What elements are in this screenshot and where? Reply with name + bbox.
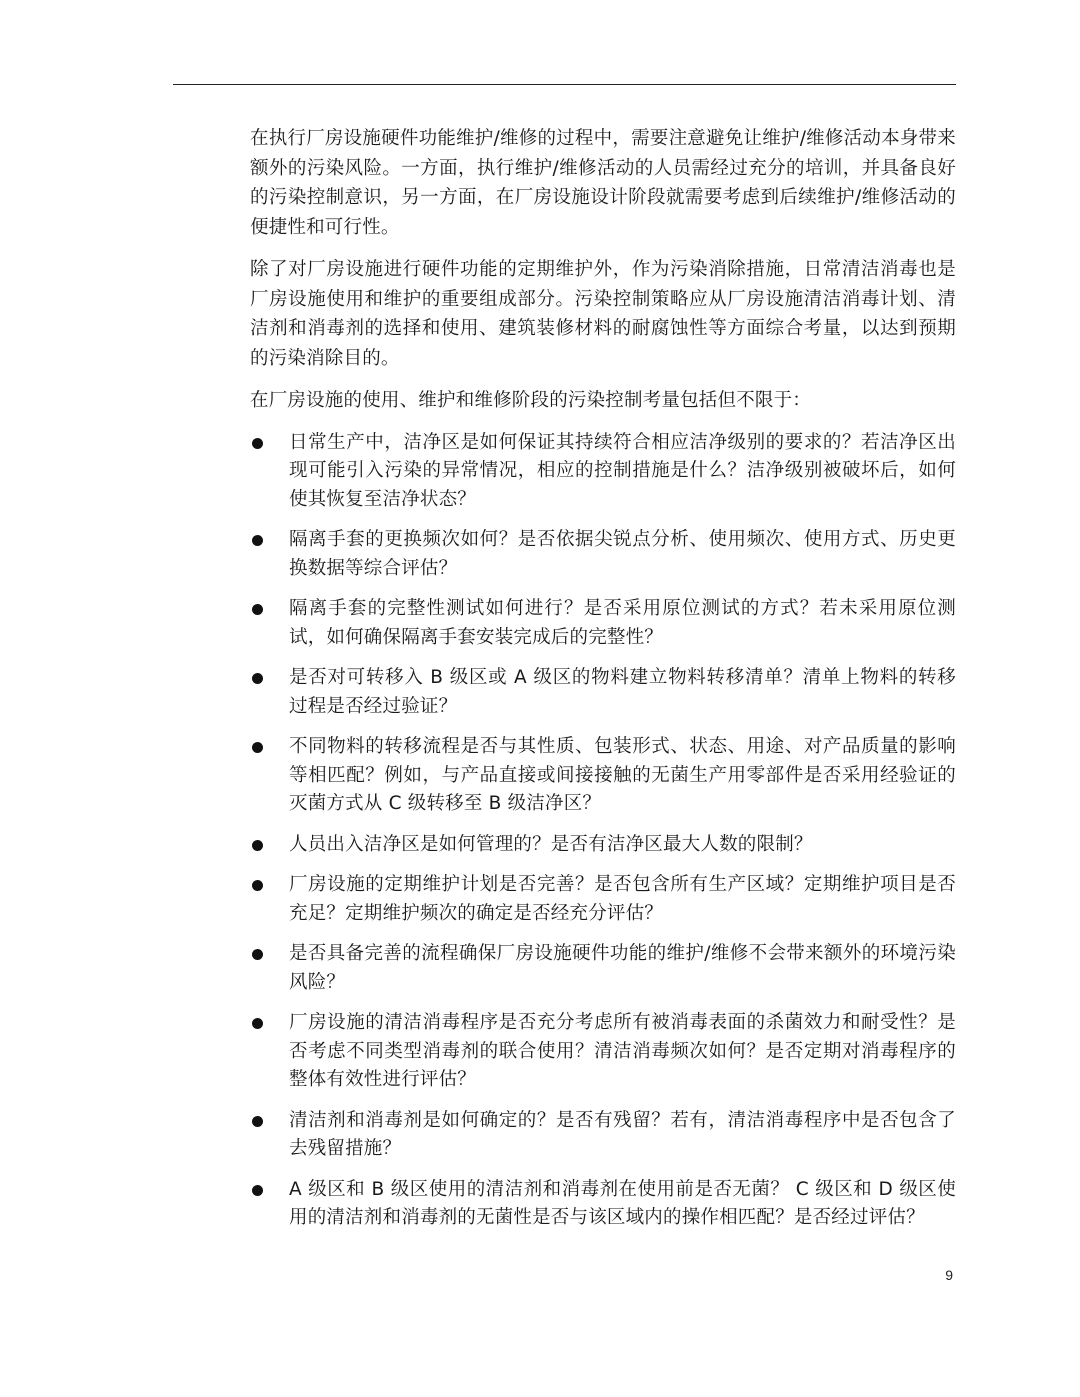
bullet-icon — [252, 535, 263, 546]
list-item-text: 厂房设施的定期维护计划是否完善？是否包含所有生产区域？定期维护项目是否充足？定期维护频次的确定是否经充分评估？ — [289, 874, 956, 924]
paragraph-considerations-intro: 在厂房设施的使用、维护和维修阶段的污染控制考量包括但不限于： — [250, 390, 812, 411]
bullet-icon — [252, 880, 263, 891]
page-number: 9 — [945, 1267, 953, 1283]
bullet-icon — [252, 1018, 263, 1029]
list-item-text: 是否具备完善的流程确保厂房设施硬件功能的维护/维修不会带来额外的环境污染风险？ — [289, 943, 956, 993]
paragraph-cleaning-disinfection: 除了对厂房设施进行硬件功能的定期维护外，作为污染消除措施，日常清洁消毒也是厂房设施使用和维护的重要组成部分。污染控制策略应从厂房设施清洁消毒计划、清洁剂和消毒剂的选择和使用、建筑装修材料的耐腐蚀性等方面综合考量，以达到预期的污染消除目的。 — [250, 259, 956, 369]
list-item — [250, 733, 956, 819]
list-item-text: 不同物料的转移流程是否与其性质、包装形式、状态、用途、对产品质量的影响等相匹配？例如，与产品直接或间接接触的无菌生产用零部件是否采用经验证的灭菌方式从 C 级转移至 B 级洁净区？ — [289, 736, 956, 814]
header-rule — [173, 84, 956, 85]
list-item-text: 日常生产中，洁净区是如何保证其持续符合相应洁净级别的要求的？若洁净区出现可能引入污染的异常情况，相应的控制措施是什么？洁净级别被破坏后，如何使其恢复至洁净状态？ — [289, 431, 956, 510]
page-body — [250, 124, 956, 1245]
list-item-text: 清洁剂和消毒剂是如何确定的？是否有残留？若有，清洁消毒程序中是否包含了去残留措施？ — [289, 1109, 956, 1159]
considerations-list — [250, 429, 956, 1233]
bullet-icon — [252, 604, 263, 615]
bullet-icon — [252, 438, 263, 449]
list-item — [250, 1107, 956, 1164]
list-item — [250, 1176, 956, 1233]
paragraph-maintenance-risk: 在执行厂房设施硬件功能维护/维修的过程中，需要注意避免让维护/维修活动本身带来额外的污染风险。一方面，执行维护/维修活动的人员需经过充分的培训，并具备良好的污染控制意识，另一方面，在厂房设施设计阶段就需要考虑到后续维护/维修活动的便捷性和可行性。 — [250, 128, 956, 238]
list-item-text: A 级区和 B 级区使用的清洁剂和消毒剂在使用前是否无菌？ C 级区和 D 级区使用的清洁剂和消毒剂的无菌性是否与该区域内的操作相匹配？是否经过评估？ — [289, 1178, 956, 1228]
list-item-text: 厂房设施的清洁消毒程序是否充分考虑所有被消毒表面的杀菌效力和耐受性？是否考虑不同类型消毒剂的联合使用？清洁消毒频次如何？是否定期对消毒程序的整体有效性进行评估？ — [289, 1012, 956, 1090]
list-item — [250, 831, 956, 860]
list-item — [250, 1009, 956, 1095]
list-item — [250, 871, 956, 928]
bullet-icon — [252, 673, 263, 684]
list-item-text: 隔离手套的更换频次如何？是否依据尖锐点分析、使用频次、使用方式、历史更换数据等综合评估？ — [289, 529, 956, 579]
list-item-text: 是否对可转移入 B 级区或 A 级区的物料建立物料转移清单？清单上物料的转移过程是否经过验证？ — [289, 667, 956, 717]
bullet-icon — [252, 840, 263, 851]
bullet-icon — [252, 1116, 263, 1127]
list-item-text: 人员出入洁净区是如何管理的？是否有洁净区最大人数的限制？ — [289, 833, 813, 855]
bullet-icon — [252, 1185, 263, 1196]
list-item — [250, 940, 956, 997]
list-item — [250, 595, 956, 652]
list-item — [250, 526, 956, 583]
list-item-text: 隔离手套的完整性测试如何进行？是否采用原位测试的方式？若未采用原位测试，如何确保隔离手套安装完成后的完整性？ — [289, 598, 956, 648]
bullet-icon — [252, 949, 263, 960]
bullet-icon — [252, 742, 263, 753]
list-item — [250, 664, 956, 721]
list-item — [250, 429, 956, 515]
